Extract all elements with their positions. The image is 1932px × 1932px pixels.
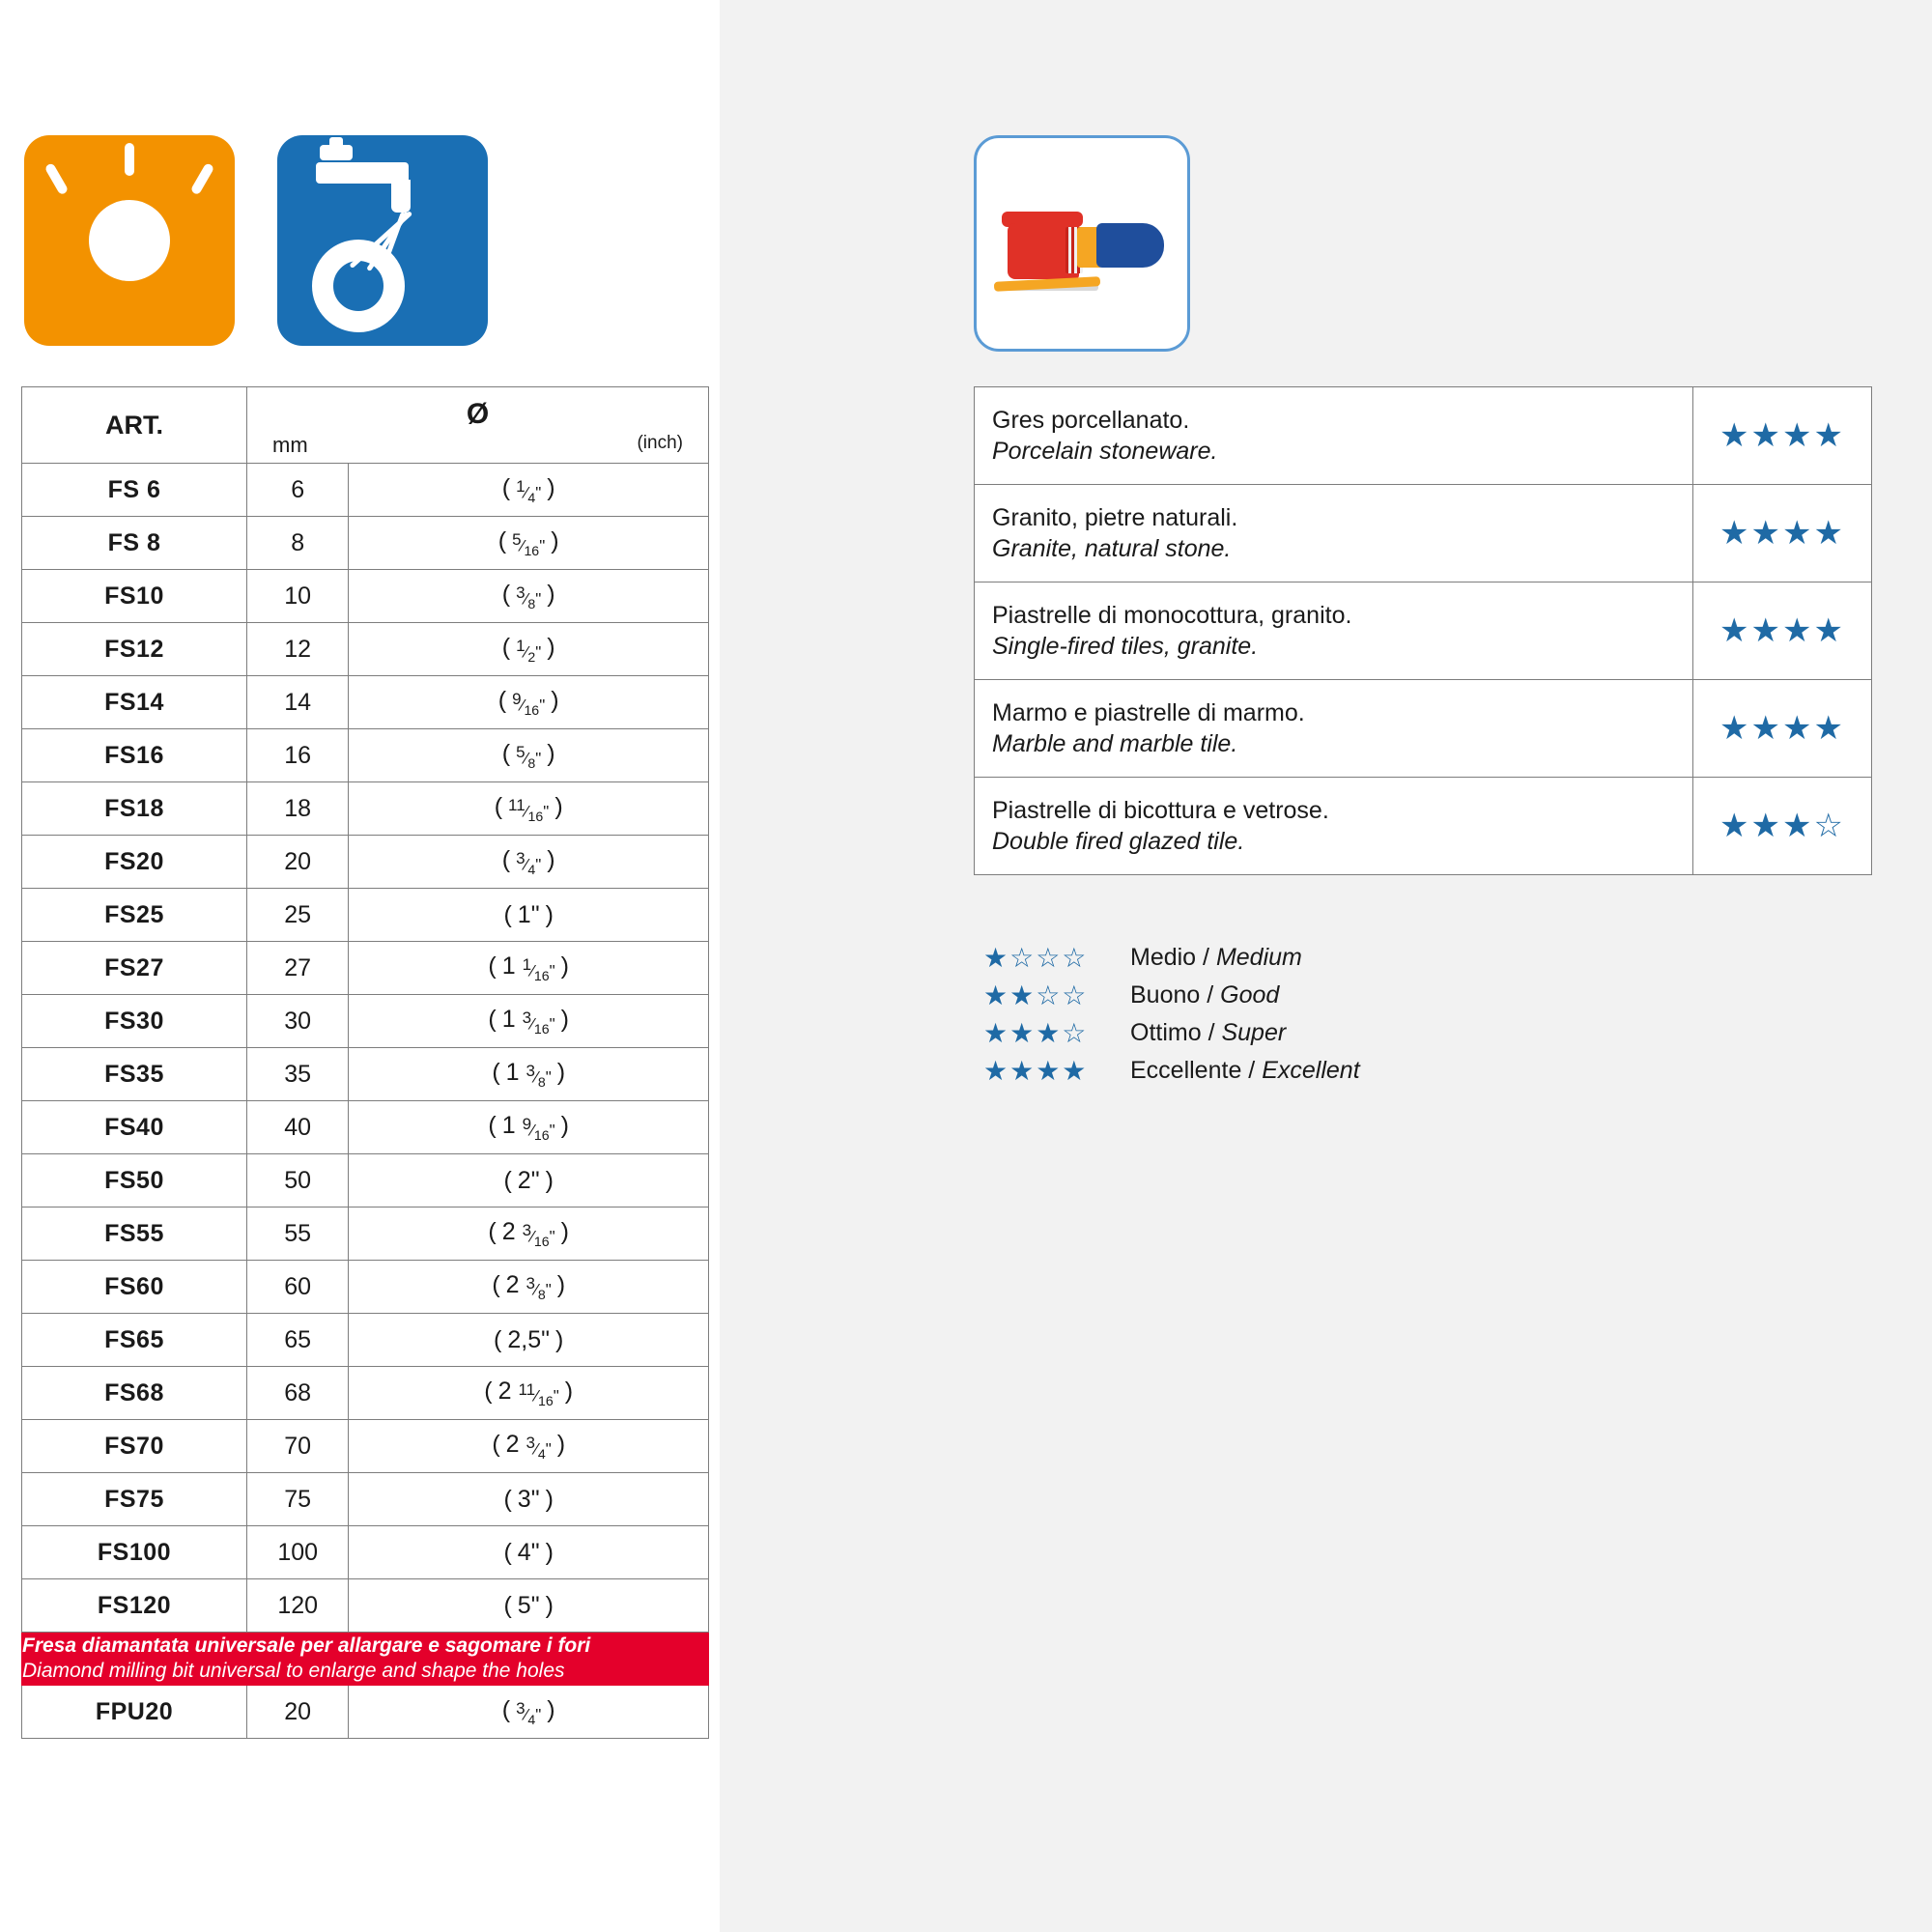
cell-diameter-inch <box>349 1314 709 1367</box>
cell-article-code: FS 6 <box>22 464 247 517</box>
cell-diameter-inch <box>349 782 709 836</box>
angle-grinder-icon <box>974 135 1190 352</box>
inch-value: ( 3" ) <box>503 1485 554 1513</box>
legend-stars: ★★☆☆ <box>983 980 1089 1010</box>
legend-label-en: Good <box>1220 981 1280 1009</box>
inch-value: ( $^5⁄_8$" ) <box>501 740 555 772</box>
inch-value: ( 2,5" ) <box>494 1325 564 1353</box>
cell-diameter-inch <box>349 1208 709 1261</box>
application-rating-table <box>974 386 1872 875</box>
cell-diameter-mm: 27 <box>247 942 349 995</box>
table-row[interactable] <box>22 570 709 623</box>
legend-label-en: Medium <box>1215 944 1302 971</box>
table-row[interactable] <box>22 1420 709 1473</box>
cell-diameter-inch <box>349 517 709 570</box>
table-body <box>22 464 709 1739</box>
table-row[interactable] <box>22 1367 709 1420</box>
cell-diameter-inch <box>349 1261 709 1314</box>
table-row[interactable] <box>22 1579 709 1633</box>
cell-diameter-mm: 14 <box>247 676 349 729</box>
table-row[interactable] <box>975 778 1872 875</box>
cell-diameter-inch <box>349 1686 709 1739</box>
inch-value: ( 1 $^1⁄_{16}$" ) <box>488 952 569 984</box>
cell-diameter-mm: 20 <box>247 1686 349 1739</box>
rating-stars: ★★★★ <box>1693 680 1872 778</box>
legend-label <box>1130 981 1279 1009</box>
inch-value: ( 5" ) <box>503 1591 554 1619</box>
table-row[interactable] <box>22 1261 709 1314</box>
cell-article-code: FS25 <box>22 889 247 942</box>
cell-diameter-inch <box>349 1526 709 1579</box>
table-row[interactable] <box>22 995 709 1048</box>
sun-ray-icon <box>44 162 70 195</box>
inch-value: ( $^5⁄_{16}$" ) <box>497 527 559 559</box>
material-name-it: Piastrelle di monocottura, granito. <box>992 601 1352 629</box>
inch-value: ( $^1⁄_4$" ) <box>501 474 555 506</box>
cell-diameter-inch <box>349 570 709 623</box>
table-row[interactable] <box>975 387 1872 485</box>
grinder-handle-icon <box>1096 223 1164 268</box>
table-row[interactable] <box>22 1101 709 1154</box>
legend-separator: / <box>1200 981 1221 1009</box>
inch-value: ( $^3⁄_8$" ) <box>501 581 555 612</box>
cell-article-code: FS75 <box>22 1473 247 1526</box>
cell-diameter-mm: 18 <box>247 782 349 836</box>
cell-diameter-mm: 55 <box>247 1208 349 1261</box>
application-table-body <box>975 387 1872 875</box>
sun-ray-icon <box>190 162 215 195</box>
inch-value: ( 2 $^{11}⁄_{16}$" ) <box>484 1378 574 1409</box>
table-row[interactable] <box>975 680 1872 778</box>
column-header-mm: mm <box>272 433 308 457</box>
table-row[interactable] <box>22 729 709 782</box>
cell-material-name <box>975 485 1693 582</box>
cell-diameter-inch <box>349 1579 709 1633</box>
material-name-en: Single-fired tiles, granite. <box>992 633 1259 660</box>
legend-label-it: Buono <box>1130 981 1201 1009</box>
inch-value: ( 1" ) <box>503 900 554 928</box>
sun-icon <box>24 135 235 346</box>
table-row[interactable] <box>22 1686 709 1739</box>
cell-diameter-mm: 12 <box>247 623 349 676</box>
banner-line-it: Fresa diamantata universale per allargare e sagomare i fori <box>22 1634 591 1657</box>
legend-stars: ★★★★ <box>983 1056 1089 1086</box>
cell-material-name <box>975 387 1693 485</box>
cell-material-name <box>975 778 1693 875</box>
material-name-it: Piastrelle di bicottura e vetrose. <box>992 796 1329 824</box>
tool-icons-right <box>974 135 1190 352</box>
banner-line-en: Diamond milling bit universal to enlarge and shape the holes <box>22 1660 565 1682</box>
legend-stars: ★★★☆ <box>983 1018 1089 1048</box>
table-row[interactable] <box>22 889 709 942</box>
cell-diameter-mm: 35 <box>247 1048 349 1101</box>
legend-stars: ★☆☆☆ <box>983 943 1089 973</box>
cell-diameter-inch <box>349 1048 709 1101</box>
material-name-it: Granito, pietre naturali. <box>992 503 1238 531</box>
inch-value: ( $^1⁄_2$" ) <box>501 634 555 666</box>
cell-article-code: FS120 <box>22 1579 247 1633</box>
table-row[interactable] <box>22 782 709 836</box>
cell-diameter-mm: 25 <box>247 889 349 942</box>
inch-value: ( 2 $^3⁄_8$" ) <box>492 1271 566 1303</box>
milling-bit-banner <box>22 1633 709 1686</box>
cell-article-code: FS68 <box>22 1367 247 1420</box>
table-row[interactable] <box>22 1473 709 1526</box>
cell-article-code: FS30 <box>22 995 247 1048</box>
banner-text <box>22 1633 709 1686</box>
cell-diameter-mm: 50 <box>247 1154 349 1208</box>
inch-value: ( 1 $^3⁄_8$" ) <box>492 1059 566 1091</box>
cell-article-code: FS50 <box>22 1154 247 1208</box>
cell-article-code: FPU20 <box>22 1686 247 1739</box>
cell-diameter-inch <box>349 464 709 517</box>
cell-diameter-inch <box>349 623 709 676</box>
cell-diameter-inch <box>349 1367 709 1420</box>
cell-diameter-inch <box>349 1420 709 1473</box>
table-row[interactable] <box>22 836 709 889</box>
rating-stars: ★★★★ <box>1693 485 1872 582</box>
cell-diameter-mm: 16 <box>247 729 349 782</box>
cell-article-code: FS55 <box>22 1208 247 1261</box>
cell-diameter-mm: 70 <box>247 1420 349 1473</box>
material-name-it: Marmo e piastrelle di marmo. <box>992 698 1305 726</box>
inch-value: ( 2 $^3⁄_{16}$" ) <box>488 1218 569 1250</box>
cell-article-code: FS35 <box>22 1048 247 1101</box>
cell-diameter-inch <box>349 1154 709 1208</box>
rating-legend <box>983 942 1360 1093</box>
cell-diameter-mm: 60 <box>247 1261 349 1314</box>
cell-article-code: FS10 <box>22 570 247 623</box>
rating-stars: ★★★★ <box>1693 582 1872 680</box>
faucet-head-icon <box>320 145 353 160</box>
table-row[interactable] <box>22 676 709 729</box>
diameter-symbol: Ø <box>466 398 490 430</box>
table-row[interactable] <box>22 1208 709 1261</box>
cell-diameter-inch <box>349 729 709 782</box>
legend-label-it: Medio <box>1130 944 1197 971</box>
table-row[interactable] <box>22 1526 709 1579</box>
cell-diameter-mm: 6 <box>247 464 349 517</box>
article-dimensions-table <box>21 386 709 1739</box>
cell-material-name <box>975 582 1693 680</box>
cell-article-code: FS 8 <box>22 517 247 570</box>
cell-article-code: FS18 <box>22 782 247 836</box>
sun-ray-icon <box>125 143 134 176</box>
material-name-en: Porcelain stoneware. <box>992 438 1218 465</box>
inch-value: ( $^9⁄_{16}$" ) <box>497 687 559 719</box>
cell-diameter-mm: 30 <box>247 995 349 1048</box>
inch-value: ( 4" ) <box>503 1538 554 1566</box>
table-row[interactable] <box>22 464 709 517</box>
legend-label-it: Eccellente <box>1130 1057 1242 1084</box>
cell-article-code: FS12 <box>22 623 247 676</box>
table-header-row <box>22 387 709 464</box>
cell-article-code: FS14 <box>22 676 247 729</box>
cell-diameter-mm: 65 <box>247 1314 349 1367</box>
water-cooling-icon <box>277 135 488 346</box>
legend-row <box>983 942 1360 974</box>
table-row[interactable] <box>22 623 709 676</box>
cell-diameter-mm: 8 <box>247 517 349 570</box>
cell-diameter-inch <box>349 676 709 729</box>
table-row[interactable] <box>22 942 709 995</box>
sun-ray-icon <box>240 220 272 245</box>
inch-value: ( $^3⁄_4$" ) <box>501 846 555 878</box>
legend-row <box>983 1055 1360 1087</box>
legend-label-en: Excellent <box>1262 1057 1360 1084</box>
legend-label <box>1130 1057 1360 1085</box>
sun-core-icon <box>89 200 170 281</box>
cell-diameter-inch <box>349 942 709 995</box>
material-name-en: Marble and marble tile. <box>992 730 1238 757</box>
inch-value: ( $^3⁄_4$" ) <box>501 1696 555 1728</box>
faucet-spout-icon <box>391 180 411 213</box>
table-row[interactable] <box>22 1048 709 1101</box>
legend-row <box>983 980 1360 1011</box>
cell-diameter-mm: 20 <box>247 836 349 889</box>
table-row[interactable] <box>22 517 709 570</box>
table-row[interactable] <box>22 1314 709 1367</box>
cell-article-code: FS65 <box>22 1314 247 1367</box>
inch-value: ( 1 $^9⁄_{16}$" ) <box>488 1112 569 1144</box>
cell-diameter-mm: 100 <box>247 1526 349 1579</box>
cell-article-code: FS16 <box>22 729 247 782</box>
cell-diameter-mm: 75 <box>247 1473 349 1526</box>
cell-diameter-mm: 120 <box>247 1579 349 1633</box>
legend-label <box>1130 944 1302 972</box>
feature-icons-left <box>24 135 488 346</box>
material-name-en: Double fired glazed tile. <box>992 828 1245 855</box>
cell-diameter-inch <box>349 1473 709 1526</box>
cell-diameter-mm: 40 <box>247 1101 349 1154</box>
cell-article-code: FS60 <box>22 1261 247 1314</box>
legend-label <box>1130 1019 1286 1047</box>
legend-row <box>983 1017 1360 1049</box>
cell-diameter-inch <box>349 995 709 1048</box>
legend-separator: / <box>1241 1057 1263 1084</box>
legend-separator: / <box>1196 944 1216 971</box>
rating-stars: ★★★☆ <box>1693 778 1872 875</box>
cell-diameter-mm: 68 <box>247 1367 349 1420</box>
diameter-subheaders <box>247 433 708 458</box>
inch-value: ( 1 $^3⁄_{16}$" ) <box>488 1006 569 1037</box>
material-name-it: Gres porcellanato. <box>992 406 1190 434</box>
cell-article-code: FS20 <box>22 836 247 889</box>
legend-separator: / <box>1201 1019 1222 1046</box>
inch-value: ( 2 $^3⁄_4$" ) <box>492 1431 566 1463</box>
cell-diameter-mm: 10 <box>247 570 349 623</box>
column-header-inch: (inch) <box>637 433 683 453</box>
rating-stars: ★★★★ <box>1693 387 1872 485</box>
table-row[interactable] <box>22 1154 709 1208</box>
table-head <box>22 387 709 464</box>
column-header-art: ART. <box>22 387 247 464</box>
material-name-en: Granite, natural stone. <box>992 535 1232 562</box>
inch-value: ( $^{11}⁄_{16}$" ) <box>494 793 563 825</box>
cell-article-code: FS40 <box>22 1101 247 1154</box>
cell-diameter-inch <box>349 836 709 889</box>
inch-value: ( 2" ) <box>503 1166 554 1194</box>
cell-diameter-inch <box>349 1101 709 1154</box>
cell-diameter-inch <box>349 889 709 942</box>
cell-article-code: FS100 <box>22 1526 247 1579</box>
cell-material-name <box>975 680 1693 778</box>
cell-article-code: FS27 <box>22 942 247 995</box>
column-header-diameter <box>247 387 709 464</box>
table-row[interactable] <box>975 582 1872 680</box>
cell-article-code: FS70 <box>22 1420 247 1473</box>
table-row[interactable] <box>975 485 1872 582</box>
legend-label-it: Ottimo <box>1130 1019 1202 1046</box>
legend-label-en: Super <box>1221 1019 1287 1046</box>
